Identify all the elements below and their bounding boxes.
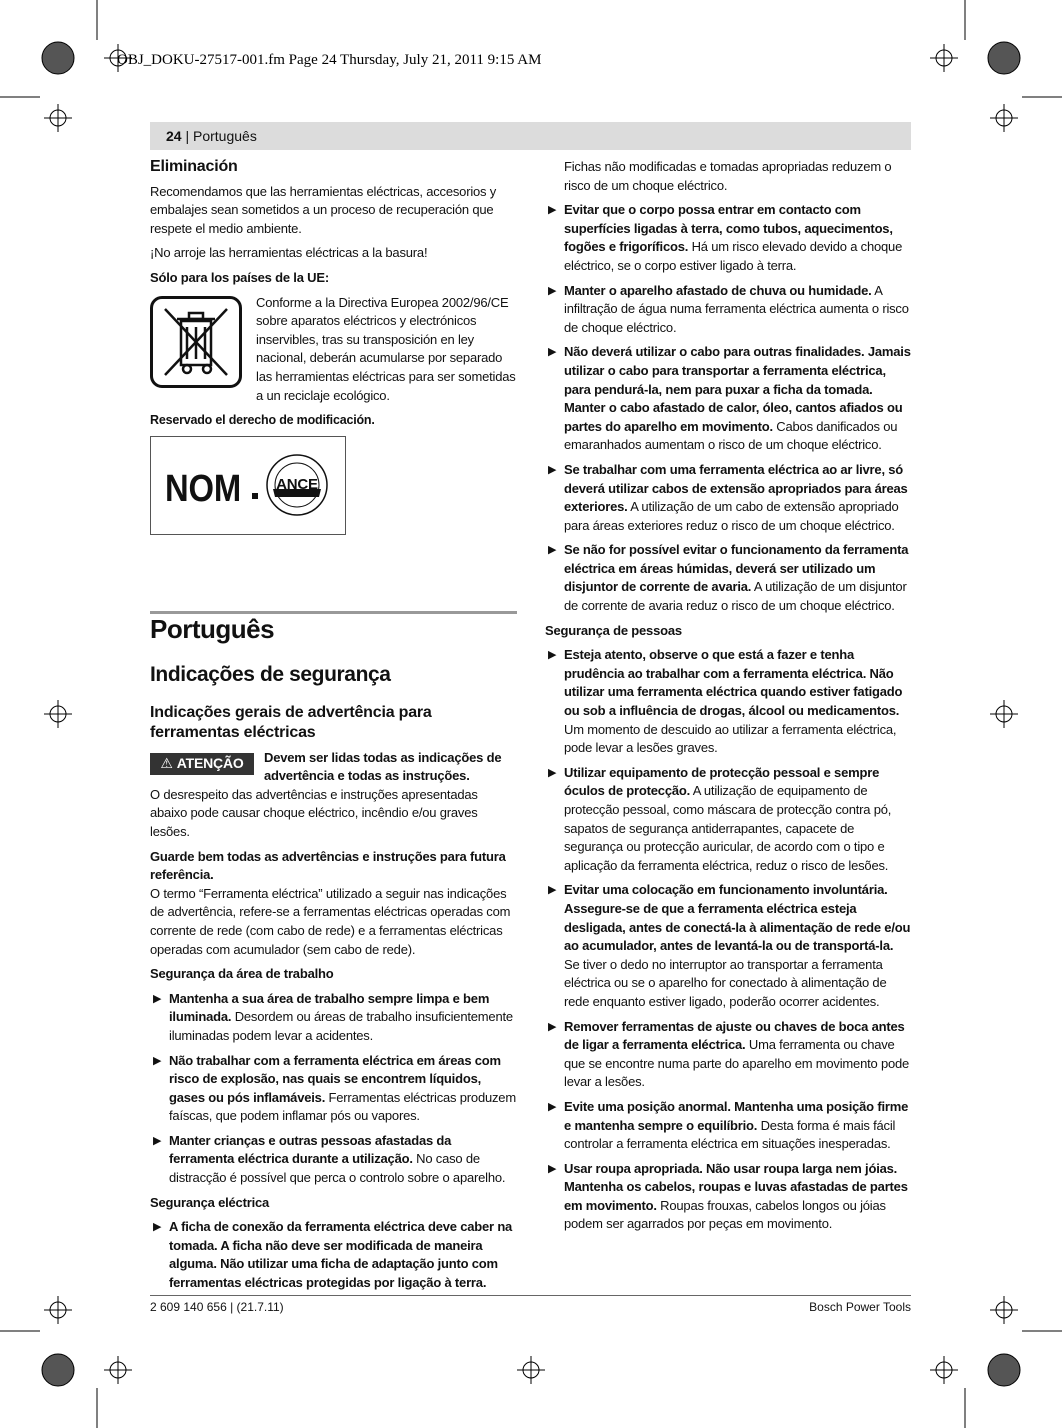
item-bold: Mantenha a sua área de trabalho sempre limpa e bem iluminada. [169, 990, 490, 1025]
bullet-triangle-icon: ▶ [548, 1020, 557, 1033]
item-text: Roupas frouxas, cabelos longos ou jóias podem ser agarrados por peças em movimento. [564, 1197, 886, 1232]
list-item [150, 990, 517, 1046]
print-header: OBJ_DOKU-27517-001.fm Page 24 Thursday, July 21, 2011 9:15 AM [117, 52, 542, 68]
keep-instructions: Guarde bem todas as advertências e instruções para futura referência. [150, 848, 506, 883]
bullet-triangle-icon: ▶ [548, 766, 557, 779]
list-item [545, 541, 911, 615]
list-item [545, 343, 911, 455]
list-item [545, 461, 911, 535]
item-bold: Esteja atento, observe o que está a fazer e tenha prudência ao trabalhar com a ferramenta eléctrica. Não utilizar uma ferramenta eléctrica quando estiver fatigado ou sob a influência de drogas, álcool ou medicamentos. [564, 647, 903, 719]
list-item [545, 1018, 911, 1092]
starburst-icon-br [988, 1354, 1020, 1386]
item-bold: Usar roupa apropriada. Não usar roupa larga nem jóias. Mantenha os cabelos, roupas e luvas afastadas de partes em movimento. [564, 1160, 908, 1213]
item-bold: Não trabalhar com a ferramenta eléctrica em áreas com risco de explosão, nas quais se encontrem líquidos, gases ou pós inflamáveis. [169, 1052, 501, 1105]
item-bold: Não deverá utilizar o cabo para outras finalidades. Jamais utilizar o cabo para transportar a ferramenta eléctrica, para pendurá-la, nem para puxar a ficha da tomada. Manter o cabo afastado de calor, óleo, cantos afiados ou partes do aparelho em movimento. [564, 344, 911, 434]
item-bold: Manter o aparelho afastado de chuva ou humidade. [564, 282, 872, 298]
list-item [545, 881, 911, 1011]
left-column-top [150, 158, 517, 535]
language-title: Português [150, 614, 275, 644]
item-text: No caso de distracção é possível que perca o controlo sobre o aparelho. [169, 1151, 506, 1186]
item-text: A utilização de um cabo de extensão apropriado para áreas exteriores reduz o risco de um choque eléctrico. [564, 499, 899, 533]
warning-badge-label: ATENÇÃO [176, 755, 244, 772]
item-text: A utilização de equipamento de protecção pessoal, como máscara de protecção contra pó, sapatos de segurança antiderrapantes, capacete de segurança ou protecção auricular, de acordo com o tipo e aplicação da ferramenta eléctrica, reduz o risco de lesões. [564, 783, 892, 873]
bullet-triangle-icon: ▶ [548, 204, 557, 217]
bullet-triangle-icon: ▶ [153, 1221, 162, 1234]
list-item [545, 1098, 911, 1154]
starburst-icon-bl [42, 1354, 74, 1386]
nom-ance-certification-logo [150, 436, 346, 535]
item-bold: Remover ferramentas de ajuste ou chaves de boca antes de ligar a ferramenta eléctrica. [564, 1018, 905, 1053]
list-item [150, 1218, 517, 1292]
bullet-triangle-icon: ▶ [548, 1100, 557, 1113]
starburst-icon-tr [988, 42, 1020, 74]
item-bold: Evite uma posição anormal. Mantenha uma posição firme e mantenha sempre o equilíbrio. [564, 1098, 909, 1133]
crossed-bin-icon [150, 296, 242, 388]
bullet-triangle-icon: ▶ [548, 463, 557, 476]
list-item [545, 282, 911, 338]
item-bold: Manter crianças e outras pessoas afastadas da ferramenta eléctrica durante a utilização. [169, 1132, 452, 1167]
warning-bold: Devem ser lidas todas as indicações de advertência e todas as instruções. [264, 749, 502, 784]
page-header-bar [150, 122, 911, 150]
safety-title: Indicações de segurança [150, 663, 391, 686]
left-column-portuguese [150, 663, 517, 1299]
right-column [545, 158, 911, 1240]
bullet-triangle-icon: ▶ [153, 1054, 162, 1067]
starburst-icon-tl [42, 42, 74, 74]
work-area-title: Segurança da área de trabalho [150, 966, 334, 982]
footer-doc-number: 2 609 140 656 | (21.7.11) [150, 1300, 284, 1314]
weee-block [150, 294, 517, 406]
item-bold: Evitar que o corpo possa entrar em contacto com superfícies ligadas à terra, como tubos, aquecimentos, fogões e frigoríficos. [564, 202, 893, 255]
item-bold: Se trabalhar com uma ferramenta eléctrica ao ar livre, só deverá utilizar cabos de extensão apropriados para áreas exteriores. [564, 461, 908, 515]
item-text: Desta forma é mais fácil controlar a ferramenta eléctrica em situações inesperadas. [564, 1117, 896, 1152]
list-item [150, 1132, 517, 1188]
bullet-triangle-icon: ▶ [548, 544, 557, 557]
item-text: A infiltração de água numa ferramenta eléctrica aumenta o risco de choque eléctrico. [564, 282, 909, 335]
footer-brand: Bosch Power Tools [809, 1300, 911, 1314]
item-text: Um momento de descuido ao utilizar a ferramenta eléctrica, pode levar a lesões graves. [564, 721, 897, 756]
item-text: Há um risco elevado devido a choque eléctrico, se o corpo estiver ligado à terra. [564, 239, 903, 273]
term-definition: O termo “Ferramenta eléctrica” utilizado a seguir nas indicações de advertência, refere-se a ferramentas eléctricas operadas com corrente de rede (com cabo de rede) e a ferramentas eléctricas operadas com acumulador (sem cabo de rede). [150, 885, 511, 957]
footer-divider [150, 1295, 911, 1296]
general-warnings-title: Indicações gerais de advertência para ferramentas eléctricas [150, 703, 432, 741]
item-text: Se tiver o dedo no interruptor ao transportar a ferramenta eléctrica ou se o aparelho for conectado à alimentação de rede enquanto estiver ligado, poderão ocorrer acidentes. [564, 956, 887, 1009]
bullet-triangle-icon: ▶ [548, 884, 557, 897]
item-text: Uma ferramenta ou chave que se encontre numa parte do aparelho em movimento pode levar a lesões. [564, 1037, 910, 1090]
page-number: 24 [166, 128, 182, 144]
elimination-title: Eliminación [150, 158, 238, 175]
page-language: | Português [181, 128, 257, 144]
warning-block [150, 749, 517, 786]
item-text: Ferramentas eléctricas produzem faíscas, que podem inflamar pós ou vapores. [169, 1089, 516, 1124]
eu-directive-text: Conforme a la Directiva Europea 2002/96/CE sobre aparatos eléctricos y electrónicos inservibles, tras su transposición en ley nacional, deberán acumularse por separado las herramientas eléctricas para ser sometidas a un reciclaje ecológico. [256, 294, 516, 403]
bullet-triangle-icon: ▶ [548, 346, 557, 359]
item-text: Desordem ou áreas de trabalho insuficientemente iluminadas podem levar a acidentes. [169, 1009, 513, 1043]
elimination-paragraph-1: Recomendamos que las herramientas eléctricas, accesorios y embalajes sean sometidos a un proceso de recuperación que respete el medio ambiente. [150, 183, 497, 236]
item-text: A utilização de um disjuntor de corrente de avaria reduz o risco de um choque eléctrico. [564, 579, 907, 614]
eu-title: Sólo para los países de la UE: [150, 269, 329, 285]
bullet-triangle-icon: ▶ [548, 1162, 557, 1175]
electrical-safety-title: Segurança eléctrica [150, 1194, 270, 1210]
warning-rest: O desrespeito das advertências e instruções apresentadas abaixo pode causar choque eléctrico, incêndio e/ou graves lesões. [150, 786, 478, 839]
list-item [150, 1052, 517, 1126]
list-item [545, 764, 911, 876]
bullet-triangle-icon: ▶ [153, 992, 162, 1005]
item-text: Cabos danificados ou emaranhados aumentam o risco de um choque eléctrico. [564, 418, 898, 453]
bullet-triangle-icon: ▶ [548, 649, 557, 662]
bullet-triangle-icon: ▶ [548, 284, 557, 297]
ance-logo-text: ANCE [276, 476, 318, 494]
reserved-rights: Reservado el derecho de modificación. [150, 413, 375, 428]
warning-badge [150, 753, 254, 775]
bullet-triangle-icon: ▶ [153, 1134, 162, 1147]
list-item [545, 1160, 911, 1234]
list-item [545, 201, 911, 275]
item-bold: Utilizar equipamento de protecção pessoal e sempre óculos de protecção. [564, 764, 880, 799]
list-item [545, 646, 911, 758]
elimination-paragraph-2: ¡No arroje las herramientas eléctricas a la basura! [150, 245, 428, 261]
item-bold: Evitar uma colocação em funcionamento involuntária. Assegure-se de que a ferramenta eléctrica esteja desligada, antes de conectá-la à alimentação de rede e/ou ao acumulador, antes de levantá-la ou de transportá-la. [564, 882, 911, 954]
continued-text: Fichas não modificadas e tomadas apropriadas reduzem o risco de um choque eléctrico. [564, 159, 892, 193]
nom-logo-text: NOM [165, 468, 241, 511]
people-safety-title: Segurança de pessoas [545, 622, 682, 638]
item-bold: Se não for possível evitar o funcionamento da ferramenta eléctrica em áreas húmidas, deverá ser utilizado um disjuntor de corrente de avaria. [564, 542, 909, 595]
item-bold: A ficha de conexão da ferramenta eléctrica deve caber na tomada. A ficha não deve ser modificada de maneira alguma. Não utilizar uma ficha de adaptação junto com ferramentas eléctricas protegidas por ligação à terra. [169, 1219, 513, 1291]
page-header [166, 128, 257, 144]
warning-triangle-icon: ⚠ [160, 755, 173, 772]
